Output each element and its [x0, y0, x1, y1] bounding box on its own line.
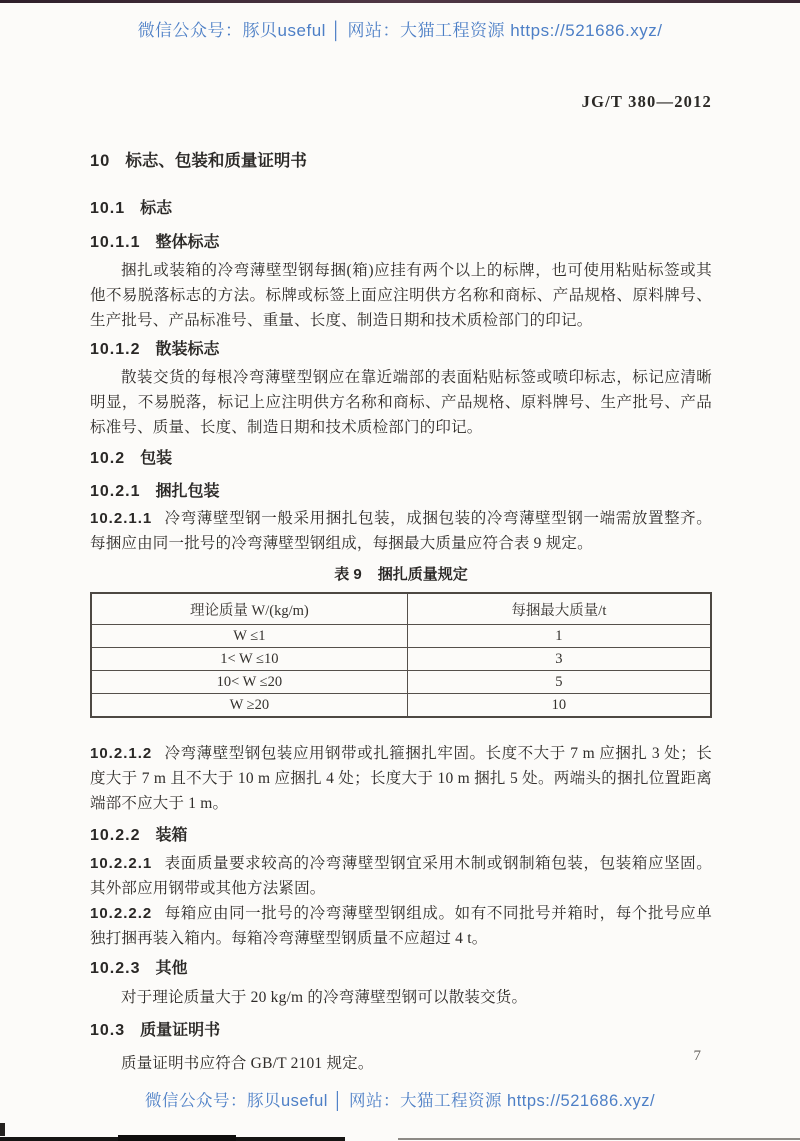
heading-10-2-2-number: 10.2.2	[90, 827, 141, 844]
column-header-max-bundle-mass: 每捆最大质量/t	[407, 593, 711, 625]
scan-artifact-corner-mark	[0, 1123, 5, 1136]
column-header-theoretical-mass: 理论质量 W/(kg/m)	[91, 593, 407, 625]
table-cell-max-mass: 3	[407, 648, 711, 671]
heading-10-2-number: 10.2	[90, 450, 126, 467]
standard-number: JG/T 380—2012	[581, 92, 712, 111]
clause-10-2-2-1-number: 10.2.2.1	[90, 855, 153, 872]
clause-10-2-1-1-number: 10.2.1.1	[90, 510, 153, 527]
heading-10-2-3	[90, 957, 712, 981]
table-row	[91, 625, 711, 648]
table-row	[91, 671, 711, 694]
clause-10-2-2-2	[90, 901, 712, 951]
paragraph-10-3: 质量证明书应符合 GB/T 2101 规定。	[121, 1055, 374, 1072]
heading-10-1-1-title: 整体标志	[155, 234, 220, 251]
table-cell-mass-range: 1< W ≤10	[91, 648, 407, 671]
scan-artifact-bottom-right-edge	[398, 1138, 800, 1140]
heading-10-1-2	[90, 338, 712, 362]
clause-10-2-1-2-number: 10.2.1.2	[90, 745, 153, 762]
heading-10-1-2-title: 散装标志	[155, 341, 220, 358]
heading-10-number: 10	[90, 152, 111, 170]
table-9-caption-title: 捆扎质量规定	[377, 566, 468, 583]
table-header-row	[91, 593, 711, 625]
table-9-caption	[90, 563, 712, 587]
heading-10-3-title: 质量证明书	[140, 1022, 221, 1039]
bundle-mass-table	[90, 592, 712, 718]
table-cell-mass-range: W ≤1	[91, 625, 407, 648]
heading-10	[90, 149, 712, 173]
watermark-bottom: 微信公众号：豚贝useful │ 网站：大猫工程资源 https://521686.xyz/	[144, 1092, 656, 1110]
heading-10-2-1-title: 捆扎包装	[155, 483, 220, 500]
heading-10-2-1-number: 10.2.1	[90, 483, 141, 500]
clause-10-2-2-1-text: 表面质量要求较高的冷弯薄壁型钢宜采用木制或钢制箱包装，包装箱应坚固。其外部应用钢带或其他方法紧固。	[90, 855, 712, 897]
clause-10-2-1-2-text: 冷弯薄壁型钢包装应用钢带或扎箍捆扎牢固。长度不大于 7 m 应捆扎 3 处；长度大于 7 m 且不大于 10 m 应捆扎 4 处；长度大于 10 m 捆扎 5 处。两端头的捆扎位置距离端部不应大于 1 m。	[90, 745, 712, 812]
heading-10-1-title: 标志	[140, 200, 173, 217]
table-9-caption-label: 表 9	[334, 566, 362, 583]
clause-10-2-1-2	[90, 741, 712, 816]
clause-10-2-2-2-number: 10.2.2.2	[90, 905, 153, 922]
heading-10-2-3-title: 其他	[155, 960, 188, 977]
heading-10-2-2	[90, 824, 712, 848]
heading-10-2-1	[90, 480, 712, 504]
heading-10-1-1	[90, 231, 712, 255]
heading-10-2-title: 包装	[140, 450, 173, 467]
watermark-top: 微信公众号：豚贝useful │ 网站：大猫工程资源 https://521686.xyz/	[137, 21, 663, 40]
paragraph-10-1-2: 散装交货的每根冷弯薄壁型钢应在靠近端部的表面粘贴标签或喷印标志，标记应清晰明显，不易脱落，标记上应注明供方名称和商标、产品规格、原料牌号、生产批号、产品标准号、质量、长度、制造日期和技术质检部门的印记。	[90, 369, 712, 436]
heading-10-3-number: 10.3	[90, 1022, 126, 1039]
heading-10-2	[90, 447, 712, 471]
table-cell-mass-range: 10< W ≤20	[91, 671, 407, 694]
heading-10-3	[90, 1019, 712, 1043]
heading-10-2-3-number: 10.2.3	[90, 960, 141, 977]
heading-10-1-1-number: 10.1.1	[90, 234, 141, 251]
clause-10-2-1-1	[90, 506, 712, 556]
table-cell-max-mass: 10	[407, 694, 711, 718]
table-cell-mass-range: W ≥20	[91, 694, 407, 718]
clause-10-2-1-1-text: 冷弯薄壁型钢一般采用捆扎包装，成捆包装的冷弯薄壁型钢一端需放置整齐。每捆应由同一批号的冷弯薄壁型钢组成，每捆最大质量应符合表 9 规定。	[90, 510, 712, 552]
table-cell-max-mass: 1	[407, 625, 711, 648]
scan-artifact-bottom-thick-mark	[118, 1135, 236, 1141]
heading-10-1	[90, 197, 712, 221]
paragraph-10-1-1: 捆扎或装箱的冷弯薄壁型钢每捆(箱)应挂有两个以上的标牌，也可使用粘贴标签或其他不易脱落标志的方法。标牌或标签上面应注明供方名称和商标、产品规格、原料牌号、生产批号、产品标准号、重量、长度、制造日期和技术质检部门的印记。	[90, 262, 712, 329]
table-cell-max-mass: 5	[407, 671, 711, 694]
heading-10-2-2-title: 装箱	[155, 827, 188, 844]
paragraph-10-2-3: 对于理论质量大于 20 kg/m 的冷弯薄壁型钢可以散装交货。	[121, 989, 528, 1006]
table-row	[91, 694, 711, 718]
heading-10-title: 标志、包装和质量证明书	[125, 152, 307, 170]
table-row	[91, 648, 711, 671]
clause-10-2-2-2-text: 每箱应由同一批号的冷弯薄壁型钢组成。如有不同批号并箱时，每个批号应单独打捆再装入箱内。每箱冷弯薄壁型钢质量不应超过 4 t。	[90, 905, 712, 947]
heading-10-1-number: 10.1	[90, 200, 126, 217]
document-body	[90, 0, 712, 1076]
page-number: 7	[693, 1048, 701, 1064]
clause-10-2-2-1	[90, 851, 712, 901]
heading-10-1-2-number: 10.1.2	[90, 341, 141, 358]
